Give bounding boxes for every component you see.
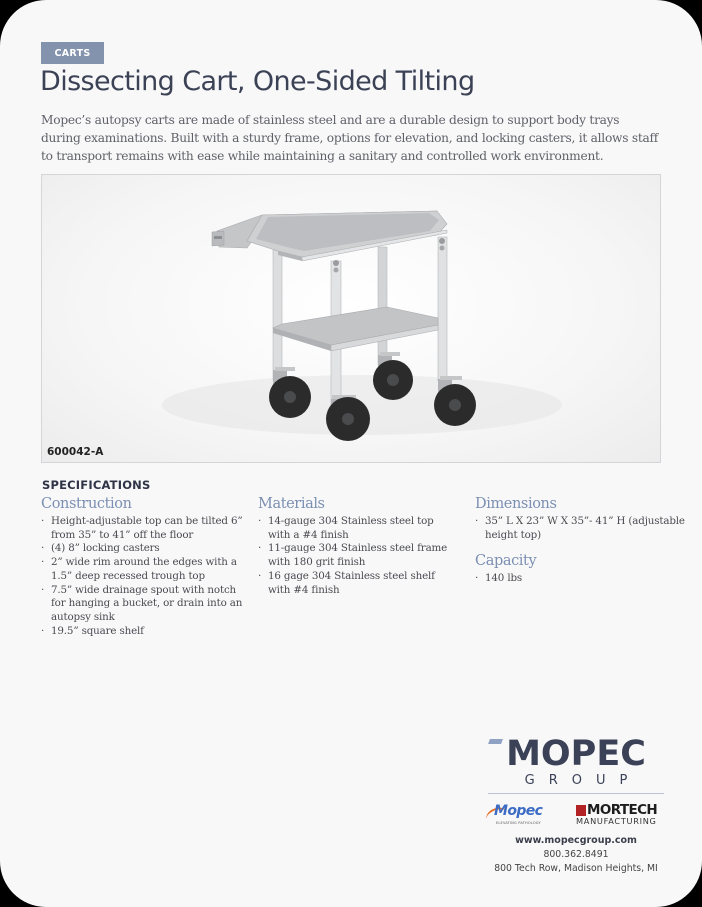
mopec-sub-logo (486, 802, 550, 828)
address: 800 Tech Row, Madison Heights, MI (494, 863, 658, 874)
list-item: · 140 lbs (475, 572, 685, 586)
sub-brand-logos (486, 802, 666, 828)
phone-number: 800.362.8491 (543, 849, 609, 860)
list-item: · 2” wide rim around the edges with a 1.5” deep recessed trough top (41, 556, 251, 583)
construction-section (41, 495, 251, 638)
intro-paragraph: Mopec’s autopsy carts are made of stainless steel and are a durable design to support body trays during examinations. Built with a sturdy frame, options for elevation, and locking casters, it allows staff to transport remains with ease while maintaining a sanitary and controlled work environment. (41, 113, 659, 163)
part-number: 600042-A (47, 446, 104, 458)
mortech-logo (576, 804, 666, 826)
mopec-sub-wordmark: Mopec (494, 803, 543, 819)
list-item: · (4) 8” locking casters (41, 542, 251, 556)
specifications-heading: SPECIFICATIONS (42, 478, 151, 492)
list-item: · 14-gauge 304 Stainless steel top with a #4 finish (258, 515, 458, 542)
product-image-frame (41, 174, 661, 463)
list-item: · 19.5” square shelf (41, 625, 251, 639)
contact-info (486, 834, 666, 876)
materials-section (258, 495, 458, 597)
list-item: · Height-adjustable top can be tilted 6” from 35” to 41” off the floor (41, 515, 251, 542)
logo-accent-icon (488, 739, 503, 744)
dimensions-list (475, 515, 685, 542)
dimensions-capacity-section (475, 495, 685, 586)
brand-footer (486, 734, 666, 876)
dimensions-title: Dimensions (475, 496, 557, 512)
mopec-group-logo (486, 734, 666, 774)
category-badge: CARTS (41, 42, 104, 64)
list-item: · 16 gage 304 Stainless steel shelf with #4 finish (258, 570, 458, 597)
list-item: · 35” L X 23” W X 35”- 41” H (adjustable height top) (475, 515, 685, 542)
materials-title: Materials (258, 496, 325, 512)
mopec-tagline: ELEVATING PATHOLOGY (496, 821, 541, 825)
logo-group-text: GROUP (524, 773, 642, 788)
logo-wordmark: MOPEC (506, 734, 646, 774)
list-item: · 11-gauge 304 Stainless steel frame with 180 grit finish (258, 542, 458, 569)
capacity-title: Capacity (475, 553, 537, 570)
website-link[interactable]: www.mopecgroup.com (515, 835, 637, 846)
construction-title: Construction (41, 496, 132, 512)
construction-list (41, 515, 251, 638)
materials-list (258, 515, 458, 597)
capacity-list (475, 572, 685, 586)
list-item: · 7.5” wide drainage spout with notch for hanging a bucket, or drain into an autopsy sink (41, 584, 251, 625)
mortech-square-icon (576, 805, 586, 816)
logo-divider (488, 793, 664, 794)
mortech-wordmark: MORTECH (587, 802, 658, 818)
mortech-subtitle: MANUFACTURING (576, 816, 657, 826)
capacity-block (475, 552, 685, 586)
page-title: Dissecting Cart, One-Sided Tilting (40, 66, 475, 97)
cart-illustration (42, 175, 662, 464)
